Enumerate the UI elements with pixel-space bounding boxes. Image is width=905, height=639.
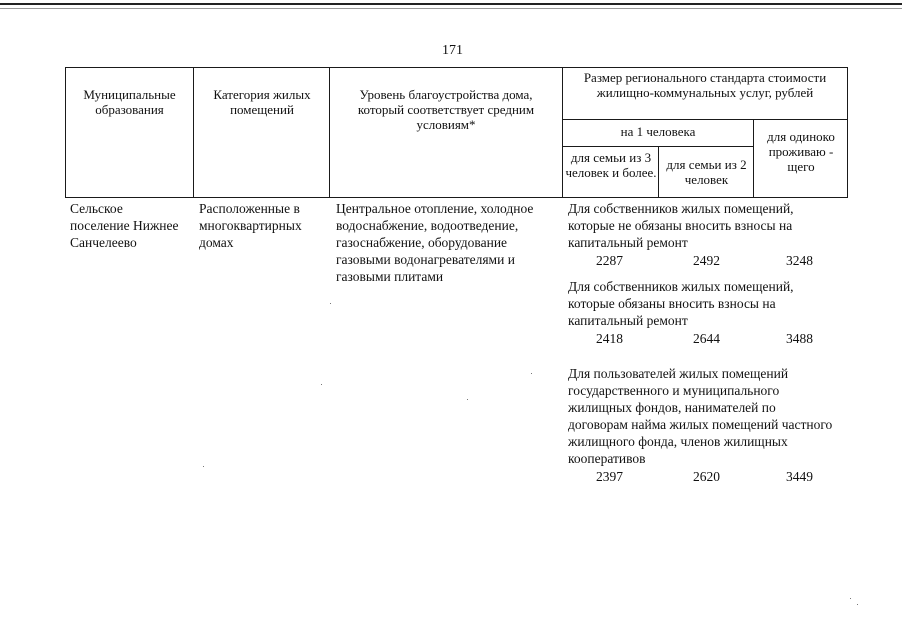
value-family3: 2418 [596,331,623,346]
group-label: Для собственников жилых помещений, которые не обязаны вносить взносы на капитальный ремонт [568,201,794,250]
group-label: Для пользователей жилых помещений государственного и муниципального жилищных фондов, нанимателей по договорам найма жилых помещений частного жилищного фонда, членов жилищных кооперативов [568,366,833,466]
header-top-rule [65,67,848,68]
header-divider [658,146,659,198]
group-values [568,468,836,486]
scan-speck [531,373,532,374]
group-no-capital-repair [568,200,836,270]
scan-top-border-faint [0,8,902,9]
header-divider [562,67,563,198]
page-number: 171 [442,43,463,58]
group-values [568,252,836,270]
row-municipality: Сельское поселение Нижнее Санчелеево [70,201,179,250]
scan-speck [857,604,858,605]
value-family3: 2287 [596,253,623,268]
header-family3: для семьи из 3 человек и более. [565,150,657,180]
scan-speck [850,598,851,599]
group-capital-repair [568,278,836,348]
scan-speck [321,384,322,385]
group-values [568,330,836,348]
group-label: Для собственников жилых помещений, которые обязаны вносить взносы на капитальный ремонт [568,279,794,328]
group-tenants [568,365,836,486]
header-divider [329,67,330,198]
value-family3: 2397 [596,469,623,484]
header-municipality: Муниципальные образования [83,87,176,117]
row-level: Центральное отопление, холодное водоснабжение, водоотведение, газоснабжение, оборудование газовыми водонагревателями и газовыми плитами [336,201,534,284]
header-family2: для семьи из 2 человек [666,157,747,187]
value-family2: 2492 [693,253,720,268]
scan-speck [330,303,331,304]
header-single: для одиноко проживаю - щего [767,129,835,174]
header-right-border [847,67,848,198]
value-single: 3488 [786,331,813,346]
header-category: Категория жилых помещений [213,87,311,117]
scan-top-border [0,3,902,5]
value-single: 3449 [786,469,813,484]
header-bottom-rule [65,197,848,198]
value-family2: 2620 [693,469,720,484]
header-divider [753,119,754,198]
row-standard-values [568,200,836,486]
header-level: Уровень благоустройства дома, который соответствует средним условиям* [357,87,535,132]
header-mid-rule [562,119,848,120]
header-left-border [65,67,66,198]
header-divider [193,67,194,198]
value-single: 3248 [786,253,813,268]
header-standard: Размер регионального стандарта стоимости жилищно-коммунальных услуг, рублей [583,70,827,100]
scan-speck [467,399,468,400]
row-category: Расположенные в многоквартирных домах [199,201,302,250]
value-family2: 2644 [693,331,720,346]
header-per-person: на 1 человека [620,124,696,139]
scan-speck [203,466,204,467]
